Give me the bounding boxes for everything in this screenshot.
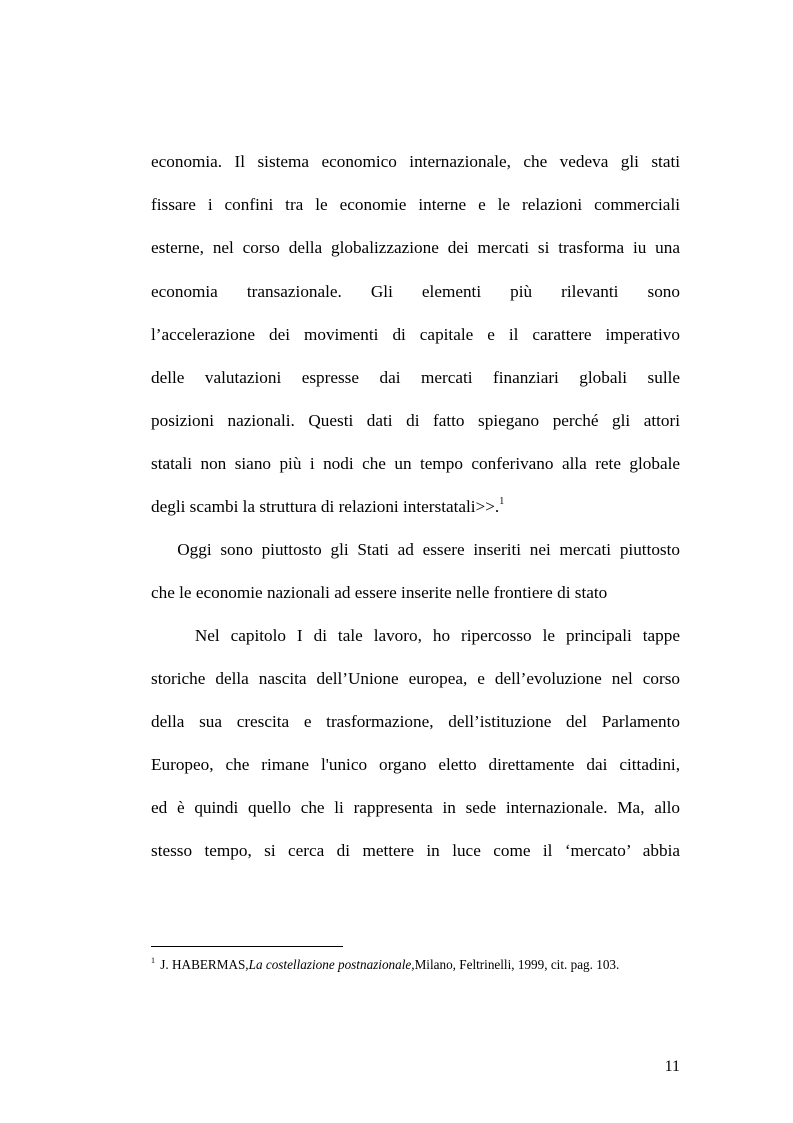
- footnote-number: 1: [151, 956, 155, 965]
- body-line-10: Oggi sono piuttosto gli Stati ad essere inseriti nei mercati piuttosto: [151, 540, 680, 559]
- body-line-9: [151, 497, 680, 517]
- body-line-3: esterne, nel corso della globalizzazione dei mercati si trasforma iu una: [151, 238, 680, 257]
- body-line-6: delle valutazioni espresse dai mercati finanziari globali sulle: [151, 368, 680, 387]
- body-line-14: della sua crescita e trasformazione, dell’istituzione del Parlamento: [151, 712, 680, 731]
- footnote-author: J. HABERMAS,: [157, 957, 249, 972]
- body-line-17: stesso tempo, si cerca di mettere in luce come il ‘mercato’ abbia: [151, 841, 680, 860]
- body-line-5: l’accelerazione dei movimenti di capitale e il carattere imperativo: [151, 325, 680, 344]
- footnote-publication: Milano, Feltrinelli, 1999, cit. pag. 103.: [414, 957, 620, 972]
- body-line-2: fissare i confini tra le economie interne e le relazioni commerciali: [151, 195, 680, 214]
- footnote-title: La costellazione postnazionale,: [248, 957, 415, 972]
- body-line-4: economia transazionale. Gli elementi più rilevanti sono: [151, 282, 680, 301]
- body-line-12: Nel capitolo I di tale lavoro, ho ripercosso le principali tappe: [151, 626, 680, 645]
- body-line-15: Europeo, che rimane l'unico organo eletto direttamente dai cittadini,: [151, 755, 680, 774]
- footnote: [151, 957, 619, 973]
- page-number: 11: [664, 1058, 680, 1075]
- footnote-separator: [151, 946, 343, 947]
- body-line-9-text: degli scambi la struttura di relazioni interstatali>>.: [151, 497, 500, 516]
- footnote-reference: 1: [499, 496, 505, 507]
- body-line-8: statali non siano più i nodi che un tempo conferivano alla rete globale: [151, 454, 680, 473]
- body-line-16: ed è quindi quello che li rappresenta in sede internazionale. Ma, allo: [151, 798, 680, 817]
- body-line-1: economia. Il sistema economico internazionale, che vedeva gli stati: [151, 152, 680, 171]
- body-line-7: posizioni nazionali. Questi dati di fatto spiegano perché gli attori: [151, 411, 680, 430]
- body-line-13: storiche della nascita dell’Unione europea, e dell’evoluzione nel corso: [151, 669, 680, 688]
- body-line-11: che le economie nazionali ad essere inserite nelle frontiere di stato: [151, 583, 608, 602]
